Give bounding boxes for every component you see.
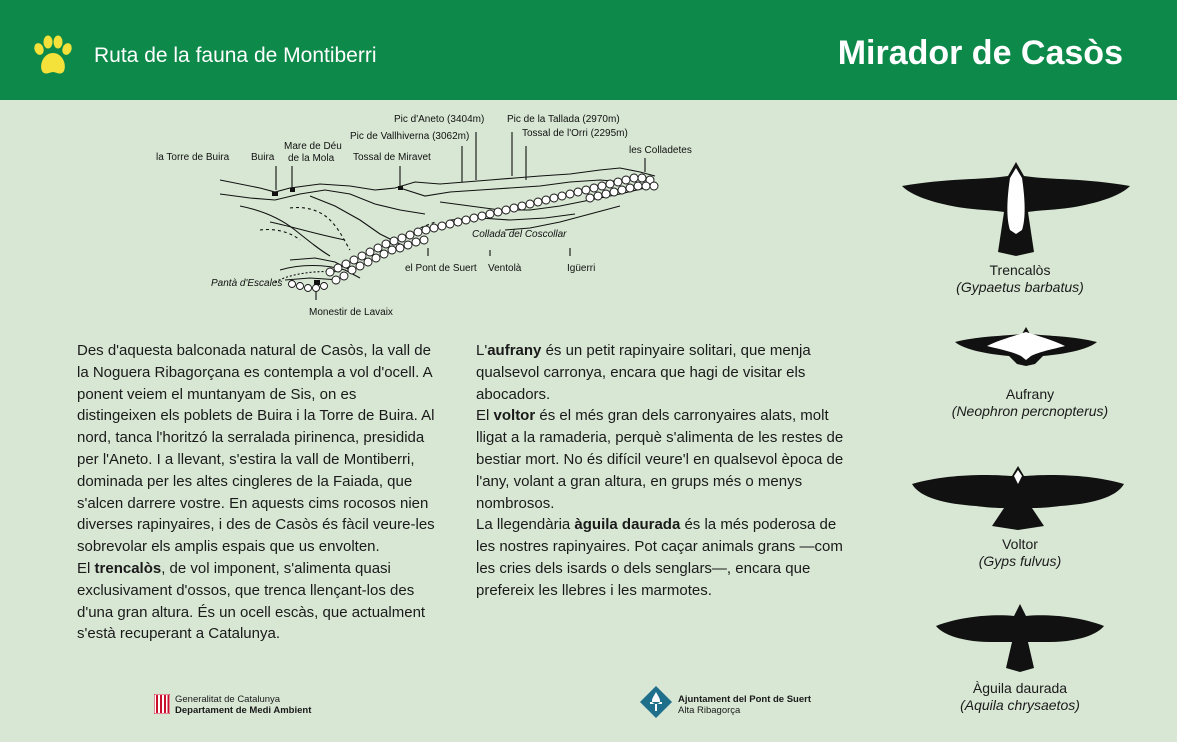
label-ventola: Ventolà	[488, 263, 522, 274]
bird-sci-trencalos: (Gypaetus barbatus)	[956, 279, 1084, 295]
label-mare-deu-2: de la Mola	[288, 153, 335, 164]
aufrany-keyword: aufrany	[487, 342, 542, 359]
aguila-pre: La llegendària	[476, 516, 575, 534]
label-aneto: Pic d'Aneto (3404m)	[394, 114, 485, 125]
trencalos-silhouette-icon	[900, 158, 1132, 258]
header-bar	[0, 0, 1177, 100]
bird-name-aguila: Àguila daurada	[972, 680, 1068, 696]
ajuntament-text	[678, 694, 811, 716]
label-colladetes: les Colladetes	[629, 145, 692, 156]
trencalos-post: , de vol imponent, s'alimenta quasi exclusivament d'ossos, que trenca llençant-los des d'una gran altura. És un ocell escàs, que actualment s'està recuperant a Catalunya.	[77, 559, 426, 643]
aguila-daurada-silhouette-icon	[934, 602, 1106, 672]
intro-paragraph: Des d'aquesta balconada natural de Casòs, la vall de la Noguera Ribagorçana es contempla a vol d'ocell. A ponent veiem el muntanyam de Sis, on es distingeixen els poblets de Buira i la Torre de Buira. Al nord, tanca l'horitzó la serralada pirinenca, presidida per l'Aneto. I a llevant, s'estira la vall de Montiberri, dominada per les altes cingleres de la Faiada, que s'alcen darrere vostre. En aquests cims rocosos nien diverses rapinyaires, i des de Casòs és fàcil veure-les sobrevolar els amplis espais que us envolten.	[77, 342, 435, 556]
trencalos-pre: El	[77, 559, 95, 577]
bird-sci-aguila-text: Aquila chrysaetos	[964, 697, 1076, 713]
bird-caption-voltor	[900, 536, 1140, 570]
aufrany-paragraph	[476, 340, 856, 405]
label-miravet: Tossal de Miravet	[353, 152, 431, 163]
panorama-sketch	[150, 110, 710, 325]
label-lavaix: Monestir de Lavaix	[309, 307, 393, 318]
ajuntament-line2: Alta Ribagorça	[678, 705, 741, 716]
trencalos-keyword: trencalòs	[94, 559, 162, 577]
paw-print-icon	[30, 34, 74, 78]
aufrany-pre: L'	[476, 342, 488, 359]
voltor-silhouette-icon	[910, 464, 1126, 530]
bird-name-voltor: Voltor	[1002, 536, 1038, 552]
bird-caption-aguila	[900, 680, 1140, 714]
label-tallada: Pic de la Tallada (2970m)	[507, 114, 620, 125]
label-vallhiverna: Pic de Vallhiverna (3062m)	[350, 131, 470, 142]
ajuntament-shield-icon	[640, 686, 672, 718]
aguila-paragraph	[476, 514, 856, 601]
bird-caption-aufrany	[910, 386, 1150, 420]
generalitat-stripes-icon	[154, 694, 170, 714]
description-column-2	[476, 340, 856, 602]
aufrany-silhouette-icon	[953, 326, 1099, 366]
label-iguerri: Igüerri	[567, 263, 596, 274]
bird-sci-aufrany: (Neophron percnopterus)	[951, 403, 1109, 419]
bird-name-trencalos: Trencalòs	[989, 262, 1051, 278]
description-column-1	[77, 340, 437, 645]
label-escales: Pantà d'Escales	[211, 278, 283, 289]
aguila-post: és la més poderosa de les nostres rapinyaires. Pot caçar animals grans —com les cries dels isards o dels senglars—, encara que prefereix les llebres i les marmotes.	[476, 516, 843, 599]
bird-sci-aguila: (Aquila chrysaetos)	[960, 697, 1080, 713]
place-title: Mirador de Casòs	[837, 34, 1123, 72]
route-title: Ruta de la fauna de Montiberri	[94, 44, 377, 67]
bird-sci-voltor: (Gyps fulvus)	[978, 553, 1062, 569]
aufrany-post: és un petit rapinyaire solitari, que menja qualsevol carronya, encara que hagi de visitar els abocadors.	[476, 342, 811, 403]
bird-sci-aufrany-text: Neophron percnopterus	[956, 403, 1104, 419]
label-buira: Buira	[251, 152, 275, 163]
voltor-pre: El	[476, 407, 494, 425]
bird-sci-voltor-text: Gyps fulvus	[983, 553, 1057, 569]
label-torre-buira: la Torre de Buira	[156, 152, 230, 163]
generalitat-line2: Departament de Medi Ambient	[175, 705, 312, 716]
ajuntament-line1: Ajuntament del Pont de Suert	[678, 694, 812, 705]
panorama-drawing	[150, 110, 710, 325]
label-coscollar: Collada del Coscollar	[472, 229, 567, 240]
bird-caption-trencalos	[900, 262, 1140, 296]
generalitat-text	[175, 694, 311, 716]
bird-name-aufrany: Aufrany	[1005, 386, 1055, 402]
label-orri: Tossal de l'Orri (2295m)	[522, 128, 628, 139]
trencalos-paragraph	[77, 558, 437, 645]
voltor-post: és el més gran dels carronyaires alats, molt lligat a la ramaderia, perquè s'alimenta de les restes de bestiar mort. No és difícil veure'l en qualsevol època de l'any, volant a gran altura, en grups més o menys nombrosos.	[476, 407, 844, 512]
voltor-keyword: voltor	[493, 407, 536, 425]
generalitat-line1: Generalitat de Catalunya	[175, 694, 281, 705]
label-mare-deu-1: Mare de Déu	[284, 141, 342, 152]
bird-sci-trencalos-text: Gypaetus barbatus	[960, 279, 1080, 295]
label-pont-suert: el Pont de Suert	[405, 263, 477, 274]
voltor-paragraph	[476, 405, 856, 514]
aguila-keyword: àguila daurada	[574, 516, 681, 534]
